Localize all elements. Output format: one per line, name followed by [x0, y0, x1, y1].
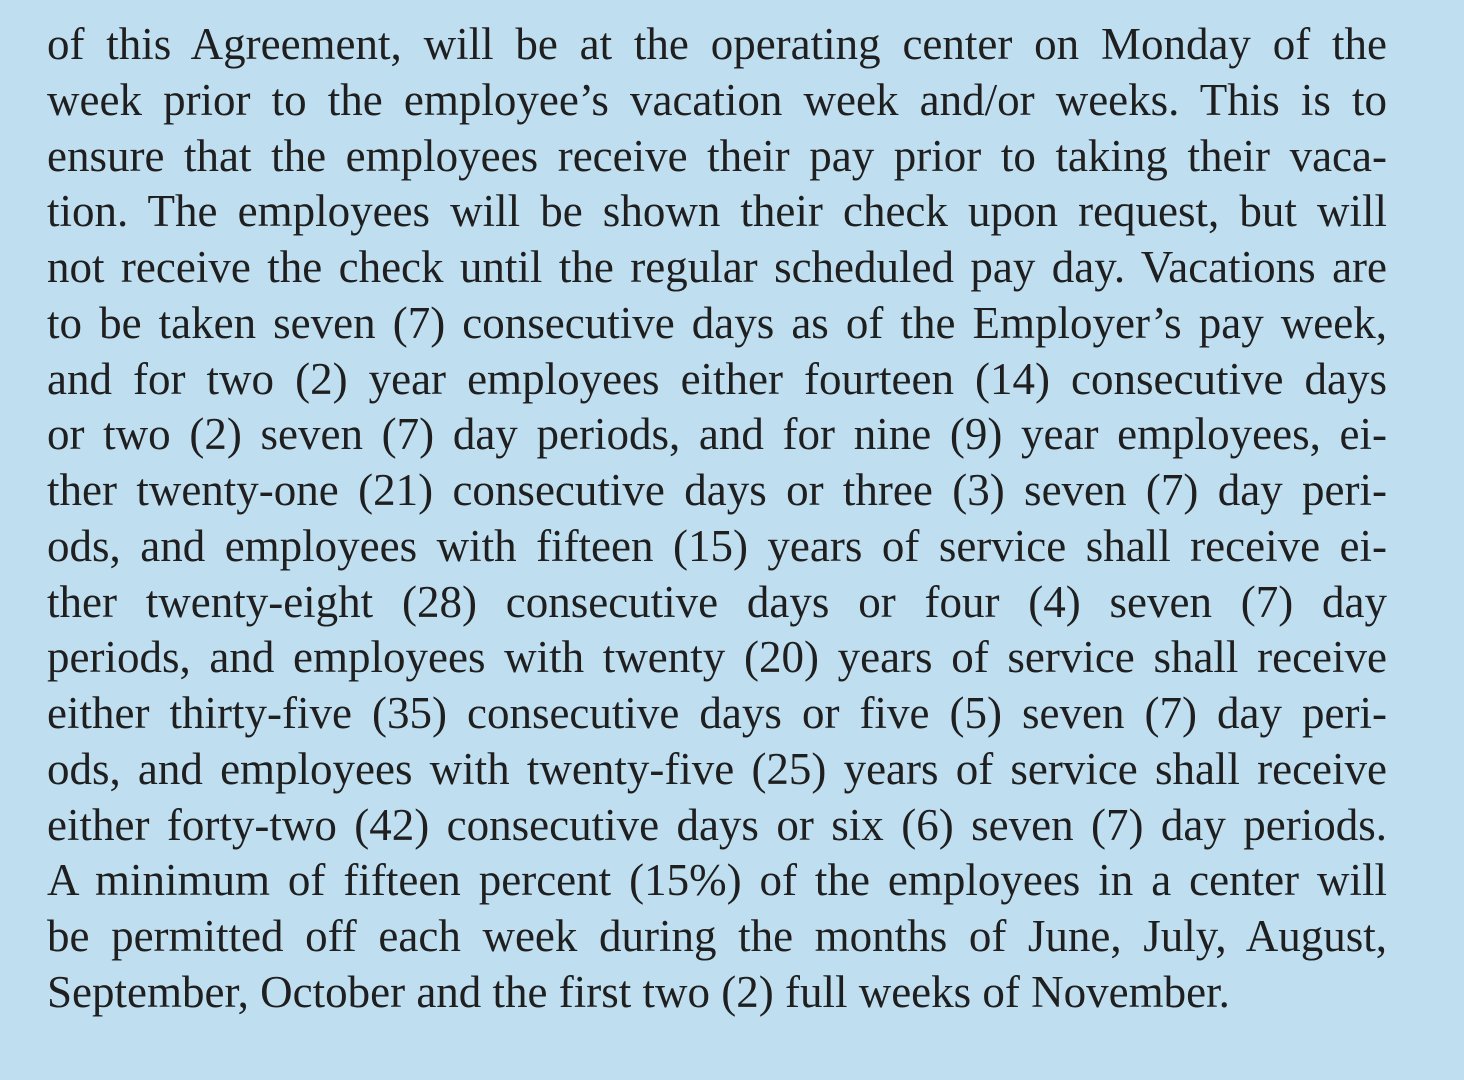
text-line-1: of this Agreement, will be at the operating center on Monday of the [47, 19, 1387, 69]
text-line-13: either thirty-five (35) consecutive days or five (5) seven (7) day peri- [47, 688, 1387, 738]
body-paragraph [47, 17, 1387, 1021]
text-line-6: to be taken seven (7) consecutive days as of the Employer’s pay week, [47, 297, 1387, 348]
text-line-4: tion. The employees will be shown their check upon request, but will [47, 186, 1387, 237]
text-line-7: and for two (2) year employees either fourteen (14) consecutive days [47, 353, 1387, 404]
text-line-2: week prior to the employee’s vacation week and/or weeks. This is to [47, 74, 1387, 125]
text-line-5: not receive the check until the regular scheduled pay day. Vacations are [47, 242, 1387, 292]
text-line-14: ods, and employees with twenty-five (25) years of service shall receive [47, 743, 1387, 794]
text-line-18: September, October and the first two (2) full weeks of November. [47, 966, 1230, 1017]
text-line-3: ensure that the employees receive their pay prior to taking their vaca- [47, 130, 1387, 181]
text-line-12: periods, and employees with twenty (20) years of service shall receive [47, 632, 1387, 683]
text-line-8: or two (2) seven (7) day periods, and for nine (9) year employees, ei- [47, 409, 1387, 460]
text-line-16: A minimum of fifteen percent (15%) of the employees in a center will [47, 855, 1387, 906]
text-line-15: either forty-two (42) consecutive days or six (6) seven (7) day periods. [47, 799, 1387, 850]
text-line-17: be permitted off each week during the months of June, July, August, [47, 911, 1387, 961]
text-line-10: ods, and employees with fifteen (15) years of service shall receive ei- [47, 520, 1387, 571]
text-line-9: ther twenty-one (21) consecutive days or three (3) seven (7) day peri- [47, 465, 1387, 515]
text-line-11: ther twenty-eight (28) consecutive days or four (4) seven (7) day [47, 576, 1387, 627]
